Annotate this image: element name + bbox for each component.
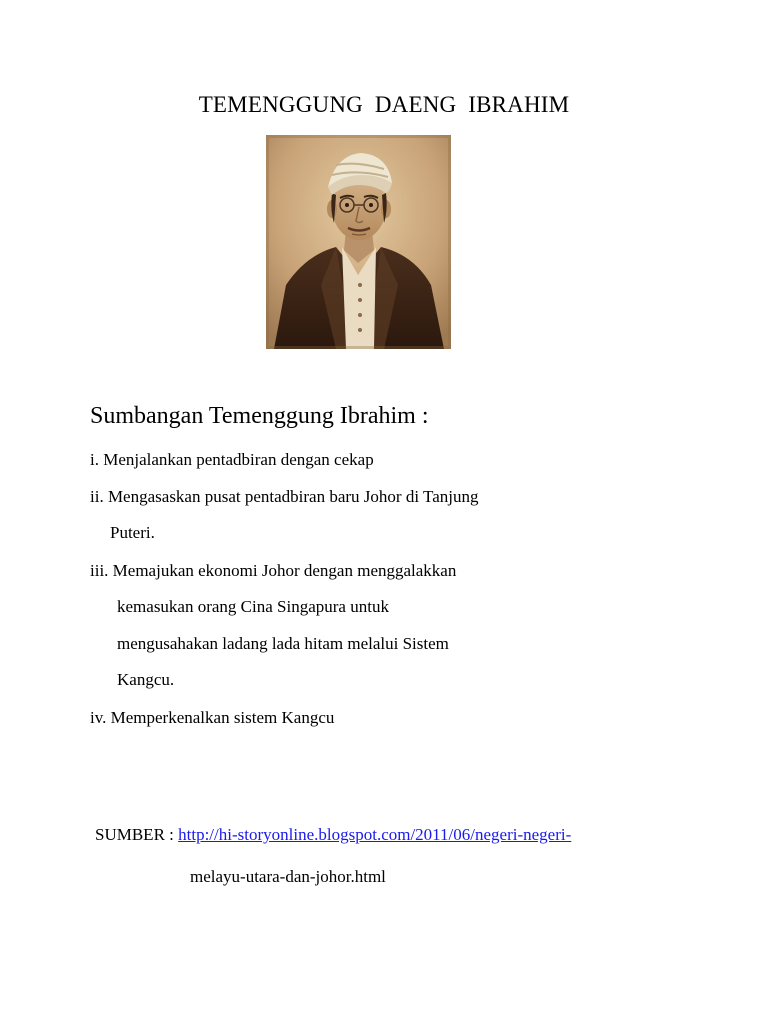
source-line: [95, 825, 571, 845]
contribution-item-3-continued-1: kemasukan orang Cina Singapura untuk: [117, 597, 389, 616]
page-title: TEMENGGUNG DAENG IBRAHIM: [198, 92, 570, 117]
portrait-image: [266, 135, 451, 349]
source-link-continued: melayu-utara-dan-johor.html: [190, 867, 386, 886]
contribution-item-3-continued-3: Kangcu.: [117, 670, 175, 689]
contribution-item-2: ii. Mengasaskan pusat pentadbiran baru Johor di Tanjung: [90, 487, 479, 506]
contributions-heading: Sumbangan Temenggung Ibrahim :: [90, 403, 429, 429]
contribution-item-4: iv. Memperkenalkan sistem Kangcu: [90, 708, 335, 727]
contribution-item-3-continued-2: mengusahakan ladang lada hitam melalui Sistem: [117, 634, 449, 653]
source-link[interactable]: http://hi-storyonline.blogspot.com/2011/06/negeri-negeri-: [178, 825, 572, 844]
contribution-item-3: iii. Memajukan ekonomi Johor dengan menggalakkan: [90, 561, 457, 580]
contribution-item-1: i. Menjalankan pentadbiran dengan cekap: [90, 450, 374, 469]
source-label: SUMBER :: [95, 825, 179, 844]
contribution-item-2-continued: Puteri.: [110, 523, 155, 542]
